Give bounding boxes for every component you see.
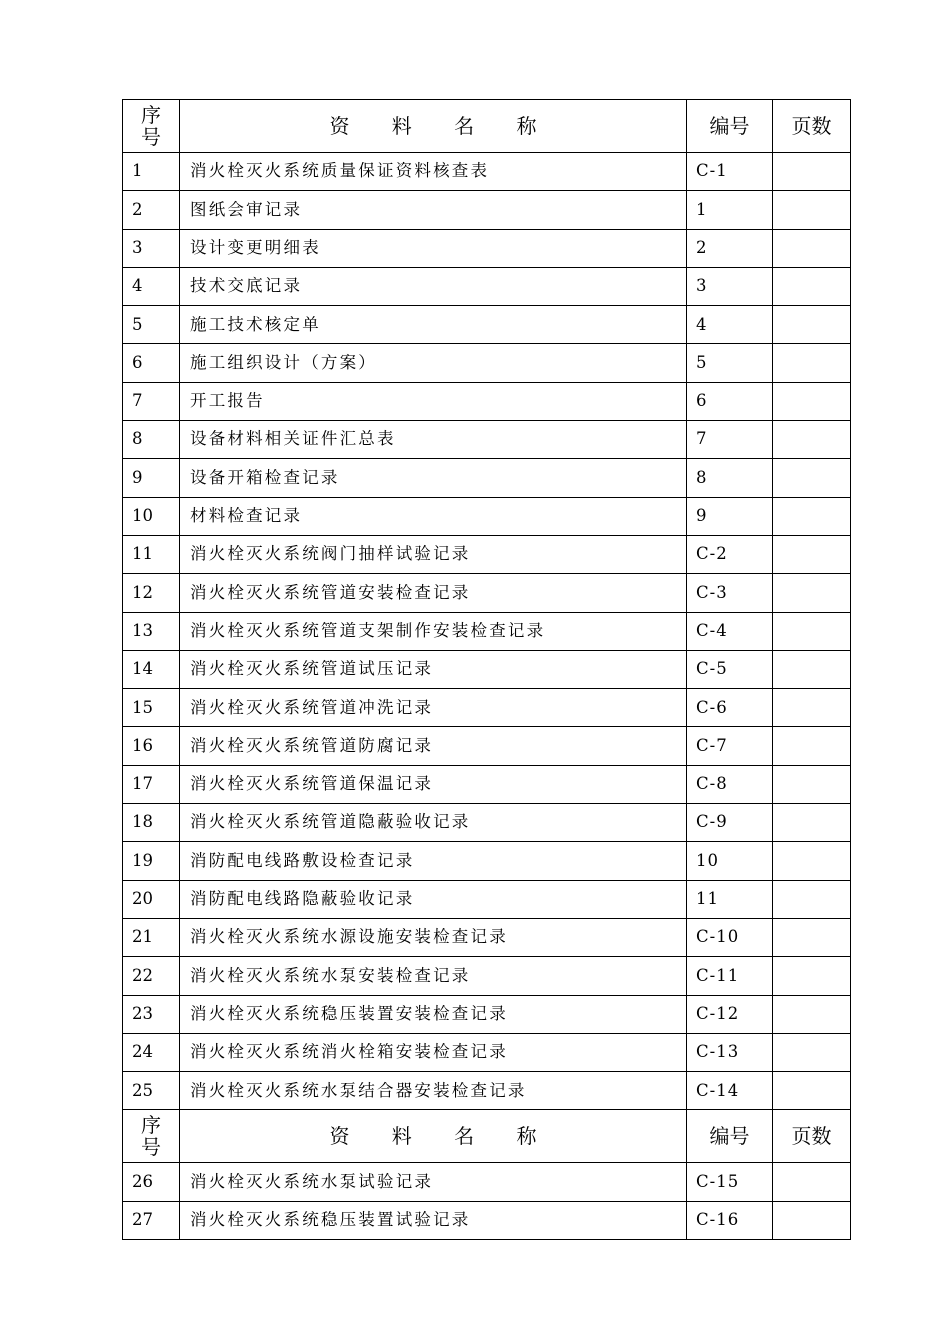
table-row xyxy=(123,957,851,995)
table-row xyxy=(123,804,851,842)
row-code: 1 xyxy=(687,191,773,229)
header-no-line2: 号 xyxy=(141,1135,161,1160)
row-name: 消火栓灭火系统水泵结合器安装检查记录 xyxy=(180,1072,687,1110)
row-code: C-3 xyxy=(687,574,773,612)
row-pages xyxy=(773,229,851,267)
row-pages xyxy=(773,382,851,420)
row-pages xyxy=(773,574,851,612)
row-name: 消火栓灭火系统质量保证资料核查表 xyxy=(180,153,687,191)
row-code: C-2 xyxy=(687,535,773,573)
row-name: 消防配电线路隐蔽验收记录 xyxy=(180,880,687,918)
table-row xyxy=(123,880,851,918)
row-code: 10 xyxy=(687,842,773,880)
table-row xyxy=(123,344,851,382)
header-no xyxy=(123,1110,180,1163)
header-code: 编号 xyxy=(687,1110,773,1163)
header-name-text: 资 料 名 称 xyxy=(329,114,555,138)
table-row xyxy=(123,842,851,880)
row-name: 消火栓灭火系统管道试压记录 xyxy=(180,650,687,688)
row-name: 消火栓灭火系统阀门抽样试验记录 xyxy=(180,535,687,573)
row-code: 7 xyxy=(687,421,773,459)
row-no: 26 xyxy=(123,1163,180,1201)
row-pages xyxy=(773,497,851,535)
row-code: C-10 xyxy=(687,918,773,956)
row-code: C-11 xyxy=(687,957,773,995)
row-no: 7 xyxy=(123,382,180,420)
table-row xyxy=(123,995,851,1033)
header-name xyxy=(180,1110,687,1163)
row-name: 设备材料相关证件汇总表 xyxy=(180,421,687,459)
row-code: 8 xyxy=(687,459,773,497)
table-row xyxy=(123,382,851,420)
row-name: 设备开箱检查记录 xyxy=(180,459,687,497)
header-name-text: 资 料 名 称 xyxy=(329,1124,555,1149)
header-code: 编号 xyxy=(687,100,773,153)
row-code: 11 xyxy=(687,880,773,918)
records-index-body xyxy=(123,100,851,1240)
row-name: 消火栓灭火系统管道安装检查记录 xyxy=(180,574,687,612)
row-name: 消火栓灭火系统水泵安装检查记录 xyxy=(180,957,687,995)
row-pages xyxy=(773,1072,851,1110)
row-no: 21 xyxy=(123,918,180,956)
row-pages xyxy=(773,765,851,803)
row-no: 16 xyxy=(123,727,180,765)
row-name: 消火栓灭火系统水源设施安装检查记录 xyxy=(180,918,687,956)
row-name: 消火栓灭火系统管道保温记录 xyxy=(180,765,687,803)
row-no: 9 xyxy=(123,459,180,497)
row-pages xyxy=(773,957,851,995)
row-pages xyxy=(773,727,851,765)
row-no: 1 xyxy=(123,153,180,191)
row-name: 消火栓灭火系统管道冲洗记录 xyxy=(180,689,687,727)
row-pages xyxy=(773,612,851,650)
row-code: 3 xyxy=(687,267,773,305)
table-row xyxy=(123,1033,851,1071)
row-code: C-4 xyxy=(687,612,773,650)
table-row xyxy=(123,1072,851,1110)
header-pages: 页数 xyxy=(773,100,851,153)
table-row xyxy=(123,306,851,344)
row-code: C-9 xyxy=(687,804,773,842)
table-row xyxy=(123,1163,851,1201)
row-code: 2 xyxy=(687,229,773,267)
row-pages xyxy=(773,1033,851,1071)
row-no: 4 xyxy=(123,267,180,305)
records-index-table xyxy=(122,99,851,1240)
table-row xyxy=(123,612,851,650)
row-no: 6 xyxy=(123,344,180,382)
header-name xyxy=(180,100,687,153)
row-pages xyxy=(773,306,851,344)
row-pages xyxy=(773,1163,851,1201)
header-no-line1: 序 xyxy=(141,103,161,127)
table-row xyxy=(123,918,851,956)
row-pages xyxy=(773,804,851,842)
row-no: 2 xyxy=(123,191,180,229)
table-row xyxy=(123,229,851,267)
table-row xyxy=(123,153,851,191)
header-no-line2: 号 xyxy=(141,125,161,149)
table-row xyxy=(123,689,851,727)
row-no: 13 xyxy=(123,612,180,650)
row-no: 10 xyxy=(123,497,180,535)
row-no: 15 xyxy=(123,689,180,727)
row-name: 消火栓灭火系统水泵试验记录 xyxy=(180,1163,687,1201)
row-pages xyxy=(773,421,851,459)
row-code: C-5 xyxy=(687,650,773,688)
row-no: 20 xyxy=(123,880,180,918)
row-pages xyxy=(773,880,851,918)
header-row xyxy=(123,100,851,153)
row-name: 材料检查记录 xyxy=(180,497,687,535)
row-name: 开工报告 xyxy=(180,382,687,420)
table-row xyxy=(123,459,851,497)
table-row xyxy=(123,191,851,229)
row-pages xyxy=(773,650,851,688)
table-row xyxy=(123,574,851,612)
table-row xyxy=(123,497,851,535)
row-code: 9 xyxy=(687,497,773,535)
row-code: C-1 xyxy=(687,153,773,191)
row-pages xyxy=(773,153,851,191)
table-row xyxy=(123,650,851,688)
row-code: C-6 xyxy=(687,689,773,727)
header-no-line1: 序 xyxy=(141,1113,161,1138)
row-code: C-8 xyxy=(687,765,773,803)
row-pages xyxy=(773,1201,851,1239)
row-pages xyxy=(773,918,851,956)
row-no: 23 xyxy=(123,995,180,1033)
row-pages xyxy=(773,344,851,382)
row-no: 22 xyxy=(123,957,180,995)
row-name: 消火栓灭火系统消火栓箱安装检查记录 xyxy=(180,1033,687,1071)
header-no xyxy=(123,100,180,153)
row-name: 设计变更明细表 xyxy=(180,229,687,267)
table-row xyxy=(123,267,851,305)
row-no: 24 xyxy=(123,1033,180,1071)
row-name: 图纸会审记录 xyxy=(180,191,687,229)
row-no: 18 xyxy=(123,804,180,842)
row-code: 5 xyxy=(687,344,773,382)
row-no: 14 xyxy=(123,650,180,688)
row-pages xyxy=(773,689,851,727)
row-no: 8 xyxy=(123,421,180,459)
row-code: 4 xyxy=(687,306,773,344)
row-no: 5 xyxy=(123,306,180,344)
row-no: 19 xyxy=(123,842,180,880)
row-no: 25 xyxy=(123,1072,180,1110)
row-code: C-15 xyxy=(687,1163,773,1201)
row-name: 施工组织设计（方案） xyxy=(180,344,687,382)
row-name: 技术交底记录 xyxy=(180,267,687,305)
row-pages xyxy=(773,191,851,229)
row-code: C-13 xyxy=(687,1033,773,1071)
row-name: 施工技术核定单 xyxy=(180,306,687,344)
table-row xyxy=(123,1201,851,1239)
row-pages xyxy=(773,995,851,1033)
row-no: 12 xyxy=(123,574,180,612)
row-name: 消防配电线路敷设检查记录 xyxy=(180,842,687,880)
row-code: C-12 xyxy=(687,995,773,1033)
table-row xyxy=(123,535,851,573)
row-pages xyxy=(773,267,851,305)
row-name: 消火栓灭火系统管道支架制作安装检查记录 xyxy=(180,612,687,650)
row-name: 消火栓灭火系统稳压装置安装检查记录 xyxy=(180,995,687,1033)
header-row-repeat xyxy=(123,1110,851,1163)
row-pages xyxy=(773,535,851,573)
row-code: C-14 xyxy=(687,1072,773,1110)
row-code: C-16 xyxy=(687,1201,773,1239)
row-name: 消火栓灭火系统管道防腐记录 xyxy=(180,727,687,765)
row-no: 3 xyxy=(123,229,180,267)
row-code: C-7 xyxy=(687,727,773,765)
row-pages xyxy=(773,842,851,880)
row-pages xyxy=(773,459,851,497)
row-no: 27 xyxy=(123,1201,180,1239)
row-name: 消火栓灭火系统稳压装置试验记录 xyxy=(180,1201,687,1239)
row-code: 6 xyxy=(687,382,773,420)
table-row xyxy=(123,765,851,803)
table-row xyxy=(123,421,851,459)
row-name: 消火栓灭火系统管道隐蔽验收记录 xyxy=(180,804,687,842)
row-no: 17 xyxy=(123,765,180,803)
row-no: 11 xyxy=(123,535,180,573)
table-row xyxy=(123,727,851,765)
header-pages: 页数 xyxy=(773,1110,851,1163)
